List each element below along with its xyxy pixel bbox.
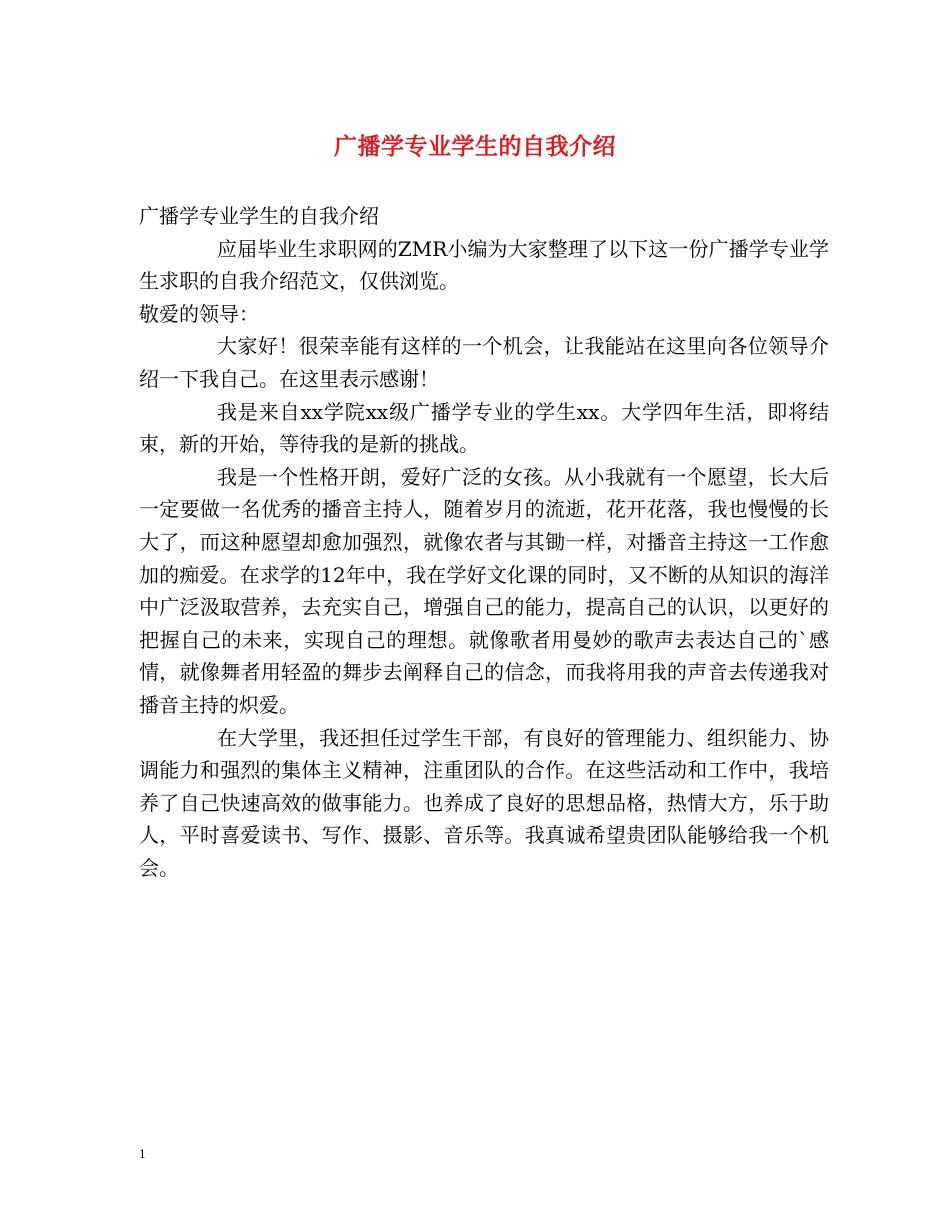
salutation: 敬爱的领导： xyxy=(139,301,259,326)
document-title: 广播学专业学生的自我介绍 xyxy=(334,133,616,160)
experience-paragraph: 在大学里，我还担任过学生干部，有良好的管理能力、组织能力、协调能力和强烈的集体主义精神，注重团队的合作。在这些活动和工作中，我培养了自己快速高效的做事能力。也养成了良好的思想品格，热情大方，乐于助人，平时喜爱读书、写作、摄影、音乐等。我真诚希望贵团队能够给我一个机会。 xyxy=(139,725,829,880)
personality-paragraph: 我是一个性格开朗，爱好广泛的女孩。从小我就有一个愿望，长大后一定要做一名优秀的播音主持人，随着岁月的流逝，花开花落，我也慢慢的长大了，而这种愿望却愈加强烈，就像农者与其锄一样，对播音主持这一工作愈加的痴爱。在求学的12年中，我在学好文化课的同时，又不断的从知识的海洋中广泛汲取营养，去充实自己，增强自己的能力，提高自己的认识，以更好的把握自己的未来，实现自己的理想。就像歌者用曼妙的歌声去表达自己的`感情，就像舞者用轻盈的舞步去阐释自己的信念，而我将用我的声音去传递我对播音主持的炽爱。 xyxy=(139,464,829,717)
greeting-paragraph: 大家好！很荣幸能有这样的一个机会，让我能站在这里向各位领导介绍一下我自己。在这里表示感谢！ xyxy=(139,334,829,391)
page-number: 1 xyxy=(139,1146,146,1161)
body-heading: 广播学专业学生的自我介绍 xyxy=(139,204,379,228)
background-paragraph: 我是来自xx学院xx级广播学专业的学生xx。大学四年生活，即将结束，新的开始，等待我的是新的挑战。 xyxy=(139,399,829,457)
document-body xyxy=(139,200,829,884)
intro-paragraph: 应届毕业生求职网的ZMR小编为大家整理了以下这一份广播学专业学生求职的自我介绍范文，仅供浏览。 xyxy=(139,236,829,294)
